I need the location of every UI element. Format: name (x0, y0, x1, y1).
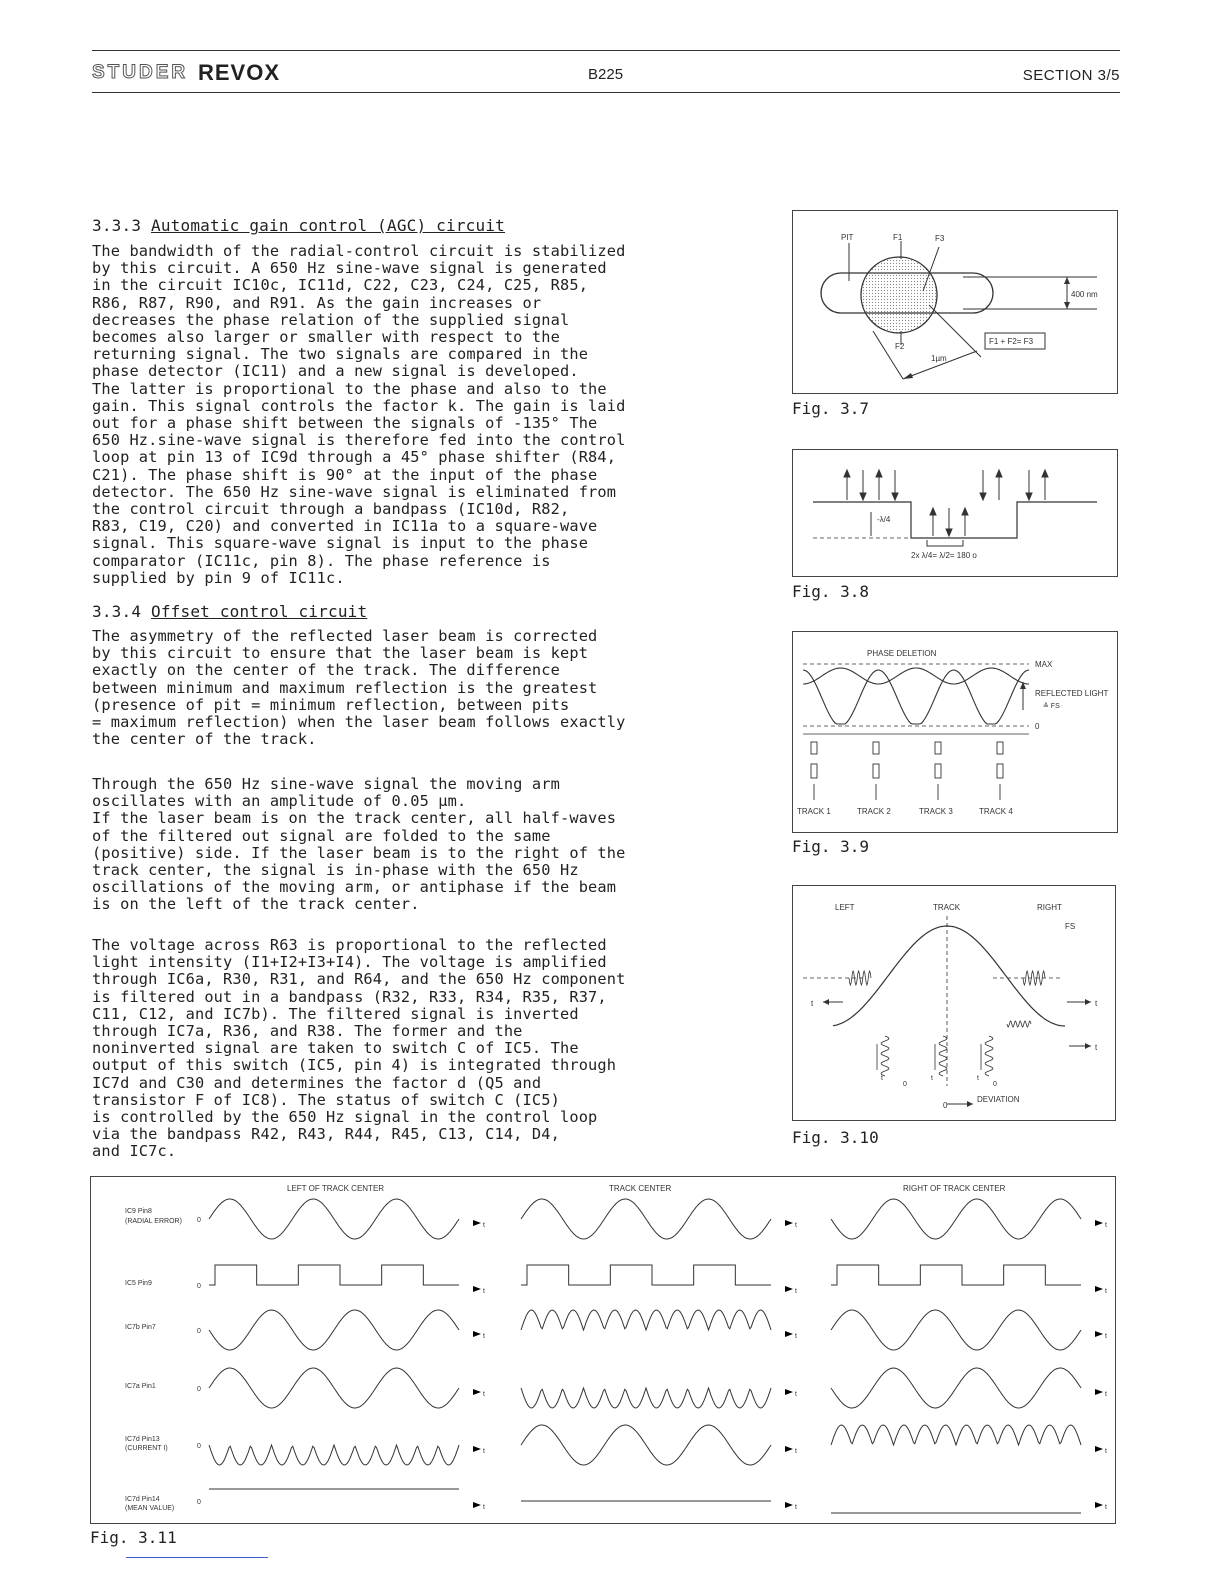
ic7d-current-wave (831, 1425, 1081, 1445)
time-axis-label: t (1105, 1504, 1107, 1511)
axis-arrowhead (473, 1220, 481, 1226)
offset-line: (presence of pit = minimum reflection, between pits (92, 695, 570, 714)
col-right-heading: RIGHT OF TRACK CENTER (903, 1184, 1006, 1193)
lower-t-arrowhead (1085, 1043, 1091, 1049)
deviation-zero: 0 (943, 1101, 948, 1110)
track-label: TRACK (933, 903, 961, 912)
offset-line: C11, C12, and IC7b). The filtered signal is inverted (92, 1004, 579, 1023)
time-axis-label: t (795, 1288, 797, 1295)
ic7d-current-wave (209, 1445, 459, 1465)
offset-line: through IC6a, R30, R31, and R64, and the 650 Hz component (92, 970, 626, 989)
offset-line: transistor F of IC8). The status of switch C (IC5) (92, 1090, 560, 1109)
reflection-curve (833, 926, 1065, 1026)
col-left-heading: LEFT OF TRACK CENTER (287, 1184, 385, 1193)
beam-arrowhead (996, 470, 1002, 477)
offset-line: exactly on the center of the track. The difference (92, 661, 560, 680)
agc-line: comparator (IC11c, pin 8). The phase reference is (92, 551, 551, 570)
axis-arrowhead (785, 1220, 793, 1226)
beam-arrowhead (962, 508, 968, 515)
diameter-leader-a (873, 331, 903, 379)
row1-label-b: (RADIAL ERROR) (125, 1218, 182, 1225)
nm-label: 400 nm (1071, 290, 1098, 299)
pit-label: PIT (841, 233, 854, 242)
t-c-label: t (977, 1075, 979, 1082)
figure-3-7-drawing (793, 211, 1117, 393)
ic7b-wave (831, 1310, 1081, 1350)
track-pits (811, 742, 1003, 800)
axis-arrowhead (1095, 1446, 1103, 1452)
agc-line: phase detector (IC11) and a new signal is developed. (92, 362, 579, 381)
row1-label-a: IC9 Pin8 (125, 1208, 152, 1215)
figure-3-7-caption: Fig. 3.7 (792, 399, 870, 418)
time-axis-label: t (795, 1222, 797, 1229)
axis-arrowhead (473, 1502, 481, 1508)
offset-line: by this circuit to ensure that the laser beam is kept (92, 644, 589, 663)
offset-line: between minimum and maximum reflection is the greatest (92, 678, 598, 697)
agc-line: detector. The 650 Hz sine-wave signal is eliminated from (92, 482, 617, 501)
zero-tick-label: 0 (197, 1443, 201, 1450)
axis-arrowhead (1095, 1502, 1103, 1508)
header-top-rule (92, 50, 1120, 51)
offset-line: is on the left of the track center. (92, 895, 420, 914)
offset-line: noninverted signal are taken to switch C of IC5. The (92, 1039, 579, 1058)
agc-line: gain. This signal controls the factor k. The gain is laid (92, 396, 626, 415)
axis-arrowhead (1095, 1389, 1103, 1395)
reflected-arrowhead (1020, 682, 1026, 689)
pit-segment (873, 764, 879, 778)
t-b-label: t (931, 1075, 933, 1082)
zero-tick-label: 0 (197, 1283, 201, 1290)
zero-tick-label: 0 (197, 1217, 201, 1224)
offset-line: = maximum reflection) when the laser beam follows exactly (92, 713, 626, 732)
figure-3-8-drawing (793, 450, 1117, 576)
pit-segment (935, 742, 941, 754)
time-axis-label: t (795, 1333, 797, 1340)
figure-3-9-caption: Fig. 3.9 (792, 837, 870, 856)
vertical-oscillation (881, 1036, 889, 1076)
beam-arrowhead (860, 493, 866, 500)
timing-waveforms (197, 1199, 1107, 1513)
beam-arrowhead (930, 508, 936, 515)
right-label: RIGHT (1037, 903, 1062, 912)
axis-arrowhead (785, 1502, 793, 1508)
laser-spot (861, 257, 937, 333)
lambda-label: -λ/4 (877, 515, 891, 524)
time-axis-label: t (483, 1222, 485, 1229)
offset-paragraph-3 (92, 937, 626, 1161)
time-axis-label: t (1105, 1288, 1107, 1295)
row6-label-b: (MEAN VALUE) (125, 1505, 175, 1512)
figure-3-10-drawing (793, 886, 1115, 1120)
zero-b-label: 0 (993, 1081, 997, 1088)
agc-line: in the circuit IC10c, IC11d, C22, C23, C24, C25, R85, (92, 276, 589, 295)
offset-line: the center of the track. (92, 730, 317, 749)
offset-line: light intensity (I1+I2+I3+I4). The voltage is amplified (92, 953, 607, 972)
lower-t-label: t (1095, 1043, 1098, 1052)
agc-heading (92, 216, 505, 235)
phase-note: 2x λ/4= λ/2= 180 o (911, 551, 977, 560)
agc-heading-title: Automatic gain control (AGC) circuit (151, 216, 505, 235)
offset-line: and IC7c. (92, 1142, 177, 1161)
agc-line: R86, R87, R90, and R91. As the gain increases or (92, 293, 542, 312)
pit-segment (811, 742, 817, 754)
time-axis-label: t (483, 1448, 485, 1455)
agc-paragraph (92, 243, 626, 587)
beam-arrowhead (876, 470, 882, 477)
axis-arrowhead (785, 1389, 793, 1395)
left-t-arrowhead (823, 999, 829, 1005)
time-axis-label: t (795, 1448, 797, 1455)
zero-tick-label: 0 (197, 1386, 201, 1393)
fs-label: ≙ FS (1043, 703, 1060, 710)
width-arrow-top (1064, 277, 1070, 284)
agc-line: The bandwidth of the radial-control circuit is stabilized (92, 242, 626, 260)
lower-reflection-wave (803, 670, 1029, 724)
max-label: MAX (1035, 660, 1053, 669)
row2-label-a: IC5 Pin9 (125, 1280, 152, 1287)
agc-line: becomes also larger or smaller with respect to the (92, 328, 560, 347)
time-axis-label: t (483, 1288, 485, 1295)
time-axis-label: t (483, 1391, 485, 1398)
time-axis-label: t (483, 1333, 485, 1340)
phase-bracket (927, 540, 963, 546)
zero-tick-label: 0 (197, 1328, 201, 1335)
right-oscillation (1023, 971, 1045, 985)
vertical-oscillation (985, 1036, 993, 1076)
equation-label: F1 + F2= F3 (989, 337, 1034, 346)
offset-line: oscillates with an amplitude of 0.05 µm. (92, 792, 467, 811)
offset-heading (92, 602, 367, 621)
left-label: LEFT (835, 903, 855, 912)
offset-paragraph-2 (92, 776, 626, 914)
axis-arrowhead (473, 1389, 481, 1395)
figure-3-8-caption: Fig. 3.8 (792, 582, 870, 601)
axis-arrowhead (473, 1286, 481, 1292)
row4-label-a: IC7a Pin1 (125, 1383, 156, 1390)
track-1-label: TRACK 1 (797, 807, 831, 816)
ic7b-wave (209, 1310, 459, 1350)
upper-reflection-wave (803, 668, 1029, 684)
pit-segment (997, 742, 1003, 754)
ic5-square-wave (209, 1265, 459, 1285)
beam-arrowhead (946, 529, 952, 536)
agc-line: C21). The phase shift is 90° at the input of the phase (92, 465, 598, 484)
brand-studer-logo: STUDER (92, 62, 189, 83)
figure-3-11-drawing (91, 1177, 1115, 1523)
ic7b-wave (521, 1310, 771, 1330)
figure-3-9-drawing (793, 632, 1117, 832)
vertical-oscillation (939, 1036, 947, 1076)
ic7d-current-wave (521, 1425, 771, 1465)
offset-line: If the laser beam is on the track center, all half-waves (92, 809, 617, 828)
offset-line: output of this switch (IC5, pin 4) is integrated through (92, 1056, 617, 1075)
agc-line: returning signal. The two signals are compared in the (92, 345, 589, 364)
beam-arrowhead (1026, 493, 1032, 500)
axis-arrowhead (785, 1286, 793, 1292)
footnote-rule (126, 1557, 268, 1558)
right-t-arrowhead (1085, 999, 1091, 1005)
diameter-arrowhead (903, 373, 913, 379)
pit-segment (873, 742, 879, 754)
agc-line: R83, C19, C20) and converted in IC11a to a square-wave (92, 517, 598, 536)
ic5-square-wave (521, 1265, 771, 1285)
offset-line: via the bandpass R42, R43, R44, R45, C13, C14, D4, (92, 1125, 560, 1144)
agc-line: 650 Hz.sine-wave signal is therefore fed into the control (92, 431, 626, 450)
row3-label-a: IC7b Pin7 (125, 1324, 156, 1331)
fs-label: FS (1065, 922, 1076, 931)
offset-line: oscillations of the moving arm, or antiphase if the beam (92, 878, 617, 897)
beam-arrowhead (892, 493, 898, 500)
figure-3-10 (792, 885, 1116, 1121)
header-bottom-rule (92, 92, 1120, 93)
f1-label: F1 (893, 233, 903, 242)
width-arrow-bottom (1064, 302, 1070, 309)
time-axis-label: t (1105, 1333, 1107, 1340)
agc-line: supplied by pin 9 of IC11c. (92, 568, 345, 587)
offset-line: The voltage across R63 is proportional to the reflected (92, 936, 607, 954)
offset-line: is controlled by the 650 Hz signal in the control loop (92, 1108, 598, 1127)
brand-revox-logo: REVOX (198, 60, 281, 85)
row5-label-b: (CURRENT I) (125, 1445, 168, 1452)
beam-arrowhead (844, 470, 850, 477)
axis-arrowhead (1095, 1220, 1103, 1226)
figure-3-11-caption: Fig. 3.11 (90, 1528, 177, 1547)
row5-label-a: IC7d Pin13 (125, 1436, 160, 1443)
pit-segment (997, 764, 1003, 778)
ic7a-wave (831, 1368, 1081, 1408)
agc-line: by this circuit. A 650 Hz sine-wave signal is generated (92, 259, 607, 278)
zero-tick-label: 0 (197, 1499, 201, 1506)
time-axis-label: t (795, 1391, 797, 1398)
figure-3-7 (792, 210, 1118, 394)
ic7a-wave (521, 1388, 771, 1408)
agc-heading-number: 3.3.3 (92, 216, 142, 235)
radial-error-wave (831, 1199, 1081, 1239)
beam-arrowhead (980, 493, 986, 500)
center-oscillation (1007, 1021, 1031, 1027)
left-t-label: t (811, 999, 814, 1008)
track-2-label: TRACK 2 (857, 807, 891, 816)
agc-line: decreases the phase relation of the supplied signal (92, 310, 570, 329)
radial-error-wave (209, 1199, 459, 1239)
axis-arrowhead (473, 1331, 481, 1337)
beam-arrowhead (1042, 470, 1048, 477)
axis-arrowhead (1095, 1331, 1103, 1337)
figure-3-8 (792, 449, 1118, 577)
zero-a-label: 0 (903, 1081, 907, 1088)
axis-arrowhead (785, 1446, 793, 1452)
track-4-label: TRACK 4 (979, 807, 1013, 816)
zero-label: 0 (1035, 722, 1040, 731)
ic5-square-wave (831, 1265, 1081, 1285)
track-3-label: TRACK 3 (919, 807, 953, 816)
offset-line: The asymmetry of the reflected laser beam is corrected (92, 627, 598, 645)
axis-arrowhead (1095, 1286, 1103, 1292)
offset-line: through IC7a, R36, and R38. The former and the (92, 1022, 523, 1041)
offset-line: (positive) side. If the laser beam is to the right of the (92, 843, 626, 862)
time-axis-label: t (483, 1504, 485, 1511)
ic7a-wave (209, 1368, 459, 1408)
pit-profile (813, 502, 1097, 538)
time-axis-label: t (1105, 1222, 1107, 1229)
col-center-heading: TRACK CENTER (609, 1184, 672, 1193)
axis-arrowhead (785, 1331, 793, 1337)
time-axis-label: t (1105, 1391, 1107, 1398)
deviation-arrowhead (967, 1101, 973, 1107)
model-number: B225 (588, 66, 624, 83)
time-axis-label: t (795, 1504, 797, 1511)
agc-line: the control circuit through a bandpass (IC10d, R82, (92, 500, 570, 519)
radial-error-wave (521, 1199, 771, 1239)
time-axis-label: t (1105, 1448, 1107, 1455)
offset-line: is filtered out in a bandpass (R32, R33, R34, R35, R37, (92, 987, 607, 1006)
row6-label-a: IC7d Pin14 (125, 1496, 160, 1503)
section-number: SECTION 3/5 (1022, 67, 1120, 84)
agc-line: The latter is proportional to the phase and also to the (92, 379, 607, 398)
offset-line: of the filtered out signal are folded to the same (92, 826, 551, 845)
f2-label: F2 (895, 342, 905, 351)
offset-line: Through the 650 Hz sine-wave signal the moving arm (92, 775, 560, 793)
agc-line: out for a phase shift between the signals of -135° The (92, 414, 598, 433)
right-t-label: t (1095, 999, 1098, 1008)
agc-line: signal. This square-wave signal is input to the phase (92, 534, 589, 553)
micron-label: 1µm (931, 354, 947, 363)
deviation-label: DEVIATION (977, 1095, 1020, 1104)
t-a-label: t (881, 1075, 883, 1082)
offset-line: track center, the signal is in-phase with the 650 Hz (92, 861, 579, 880)
figure-3-9 (792, 631, 1118, 833)
reflected-light-label: REFLECTED LIGHT (1035, 689, 1109, 698)
pit-segment (811, 764, 817, 778)
figure-3-11 (90, 1176, 1116, 1524)
offset-line: IC7d and C30 and determines the factor d (Q5 and (92, 1073, 542, 1092)
axis-arrowhead (473, 1446, 481, 1452)
offset-heading-number: 3.3.4 (92, 602, 142, 621)
phase-deletion-title: PHASE DELETION (867, 649, 937, 658)
offset-paragraph-1 (92, 628, 626, 748)
agc-line: loop at pin 13 of IC9d through a 45° phase shifter (R84, (92, 448, 617, 467)
offset-heading-title: Offset control circuit (151, 602, 368, 621)
figure-3-10-caption: Fig. 3.10 (792, 1128, 879, 1147)
pit-segment (935, 764, 941, 778)
f3-label: F3 (935, 234, 945, 243)
